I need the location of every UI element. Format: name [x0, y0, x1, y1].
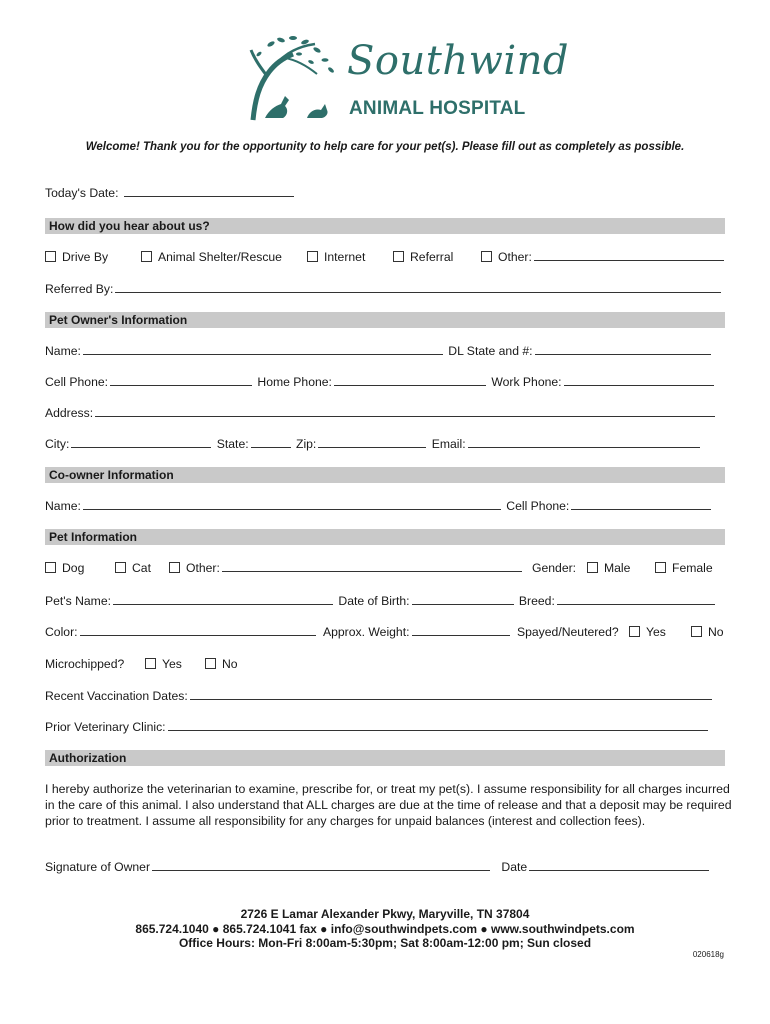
checkbox[interactable]	[481, 251, 492, 262]
vaccination-field[interactable]	[190, 689, 712, 700]
referred-row	[45, 282, 725, 296]
option-drive-by[interactable]: Drive By	[45, 250, 108, 264]
coowner-name-field[interactable]	[83, 499, 501, 510]
checkbox[interactable]	[655, 562, 666, 573]
option-shelter[interactable]: Animal Shelter/Rescue	[141, 250, 282, 264]
footer-hours: Office Hours: Mon-Fri 8:00am-5:30pm; Sat 8:00am-12:00 pm; Sun closed	[178, 936, 592, 950]
microchip-label: Microchipped?	[45, 657, 125, 671]
owner-name-row: Name: DL State and #:	[45, 344, 725, 358]
option-internet[interactable]: Internet	[307, 250, 365, 264]
section-auth: Authorization	[45, 750, 725, 766]
option-male[interactable]: Male	[587, 561, 630, 575]
owner-phone-row: Cell Phone: Home Phone: Work Phone:	[45, 375, 725, 389]
dob-field[interactable]	[412, 594, 514, 605]
tree-dog-cat-icon	[245, 30, 345, 125]
checkbox[interactable]	[45, 562, 56, 573]
today-date-field[interactable]	[124, 186, 294, 197]
pet-name-field[interactable]	[113, 594, 333, 605]
address-row: Address:	[45, 406, 725, 420]
signature-field[interactable]	[152, 860, 490, 871]
spayed-label: Spayed/Neutered?	[517, 625, 619, 639]
today-date-label: Today's Date:	[45, 186, 119, 200]
dl-field[interactable]	[535, 344, 711, 355]
checkbox[interactable]	[205, 658, 216, 669]
color-field[interactable]	[80, 625, 316, 636]
owner-name-field[interactable]	[83, 344, 443, 355]
option-other[interactable]: Other:	[481, 250, 726, 264]
section-coowner: Co-owner Information	[45, 467, 725, 483]
logo	[245, 30, 569, 125]
breed-field[interactable]	[557, 594, 715, 605]
prior-clinic-field[interactable]	[168, 720, 708, 731]
home-phone-field[interactable]	[334, 375, 486, 386]
species-other-field[interactable]	[222, 561, 522, 572]
footer-address: 2726 E Lamar Alexander Pkwy, Maryville, TN 37804	[240, 907, 530, 921]
city-field[interactable]	[71, 437, 211, 448]
section-hear: How did you hear about us?	[45, 218, 725, 234]
signature-row: Signature of Owner Date	[45, 860, 725, 874]
prior-clinic-row: Prior Veterinary Clinic:	[45, 720, 725, 734]
document-code: 020618g	[692, 950, 724, 959]
brand-name: Southwind	[347, 38, 569, 84]
option-female[interactable]: Female	[655, 561, 713, 575]
option-cat[interactable]: Cat	[115, 561, 151, 575]
referred-field[interactable]	[115, 282, 721, 293]
checkbox[interactable]	[691, 626, 702, 637]
state-field[interactable]	[251, 437, 291, 448]
micro-yes[interactable]: Yes	[145, 657, 182, 671]
checkbox[interactable]	[587, 562, 598, 573]
checkbox[interactable]	[629, 626, 640, 637]
authorization-text: I hereby authorize the veterinarian to examine, prescribe for, or treat my pet(s). I assume responsibility for all charges incurred in the care of this animal. I also understand that ALL charges are due at the time of release and that a deposit may be required prior to treatment. I assume all responsibility for any charges for unpaid balances (interest and collection fees).	[45, 782, 732, 828]
section-pet: Pet Information	[45, 529, 725, 545]
work-phone-field[interactable]	[564, 375, 714, 386]
coowner-row: Name: Cell Phone:	[45, 499, 725, 513]
checkbox[interactable]	[307, 251, 318, 262]
option-dog[interactable]: Dog	[45, 561, 84, 575]
coowner-cell-field[interactable]	[571, 499, 711, 510]
footer-contact: 865.724.1040 ● 865.724.1041 fax ● info@southwindpets.com ● www.southwindpets.com	[135, 922, 635, 936]
option-species-other[interactable]: Other:	[169, 561, 524, 575]
zip-field[interactable]	[318, 437, 426, 448]
today-date-row	[45, 186, 725, 200]
gender-label: Gender:	[532, 561, 577, 575]
other-field[interactable]	[534, 250, 724, 261]
checkbox[interactable]	[145, 658, 156, 669]
city-row: City: State: Zip: Email:	[45, 437, 725, 451]
option-referral[interactable]: Referral	[393, 250, 453, 264]
checkbox[interactable]	[393, 251, 404, 262]
pet-name-row: Pet's Name: Date of Birth: Breed:	[45, 594, 725, 608]
section-owner: Pet Owner's Information	[45, 312, 725, 328]
checkbox[interactable]	[141, 251, 152, 262]
vaccination-row: Recent Vaccination Dates:	[45, 689, 725, 703]
referred-label: Referred By:	[45, 282, 114, 296]
email-field[interactable]	[468, 437, 700, 448]
micro-no[interactable]: No	[205, 657, 238, 671]
checkbox[interactable]	[115, 562, 126, 573]
cell-field[interactable]	[110, 375, 252, 386]
address-field[interactable]	[95, 406, 715, 417]
checkbox[interactable]	[45, 251, 56, 262]
weight-field[interactable]	[412, 625, 510, 636]
spayed-no[interactable]: No	[691, 625, 724, 639]
checkbox[interactable]	[169, 562, 180, 573]
signature-date-field[interactable]	[529, 860, 709, 871]
spayed-yes[interactable]: Yes	[629, 625, 666, 639]
welcome-text: Welcome! Thank you for the opportunity to help care for your pet(s). Please fill out as completely as possible.	[85, 141, 685, 153]
brand-subtitle: ANIMAL HOSPITAL	[349, 98, 526, 119]
